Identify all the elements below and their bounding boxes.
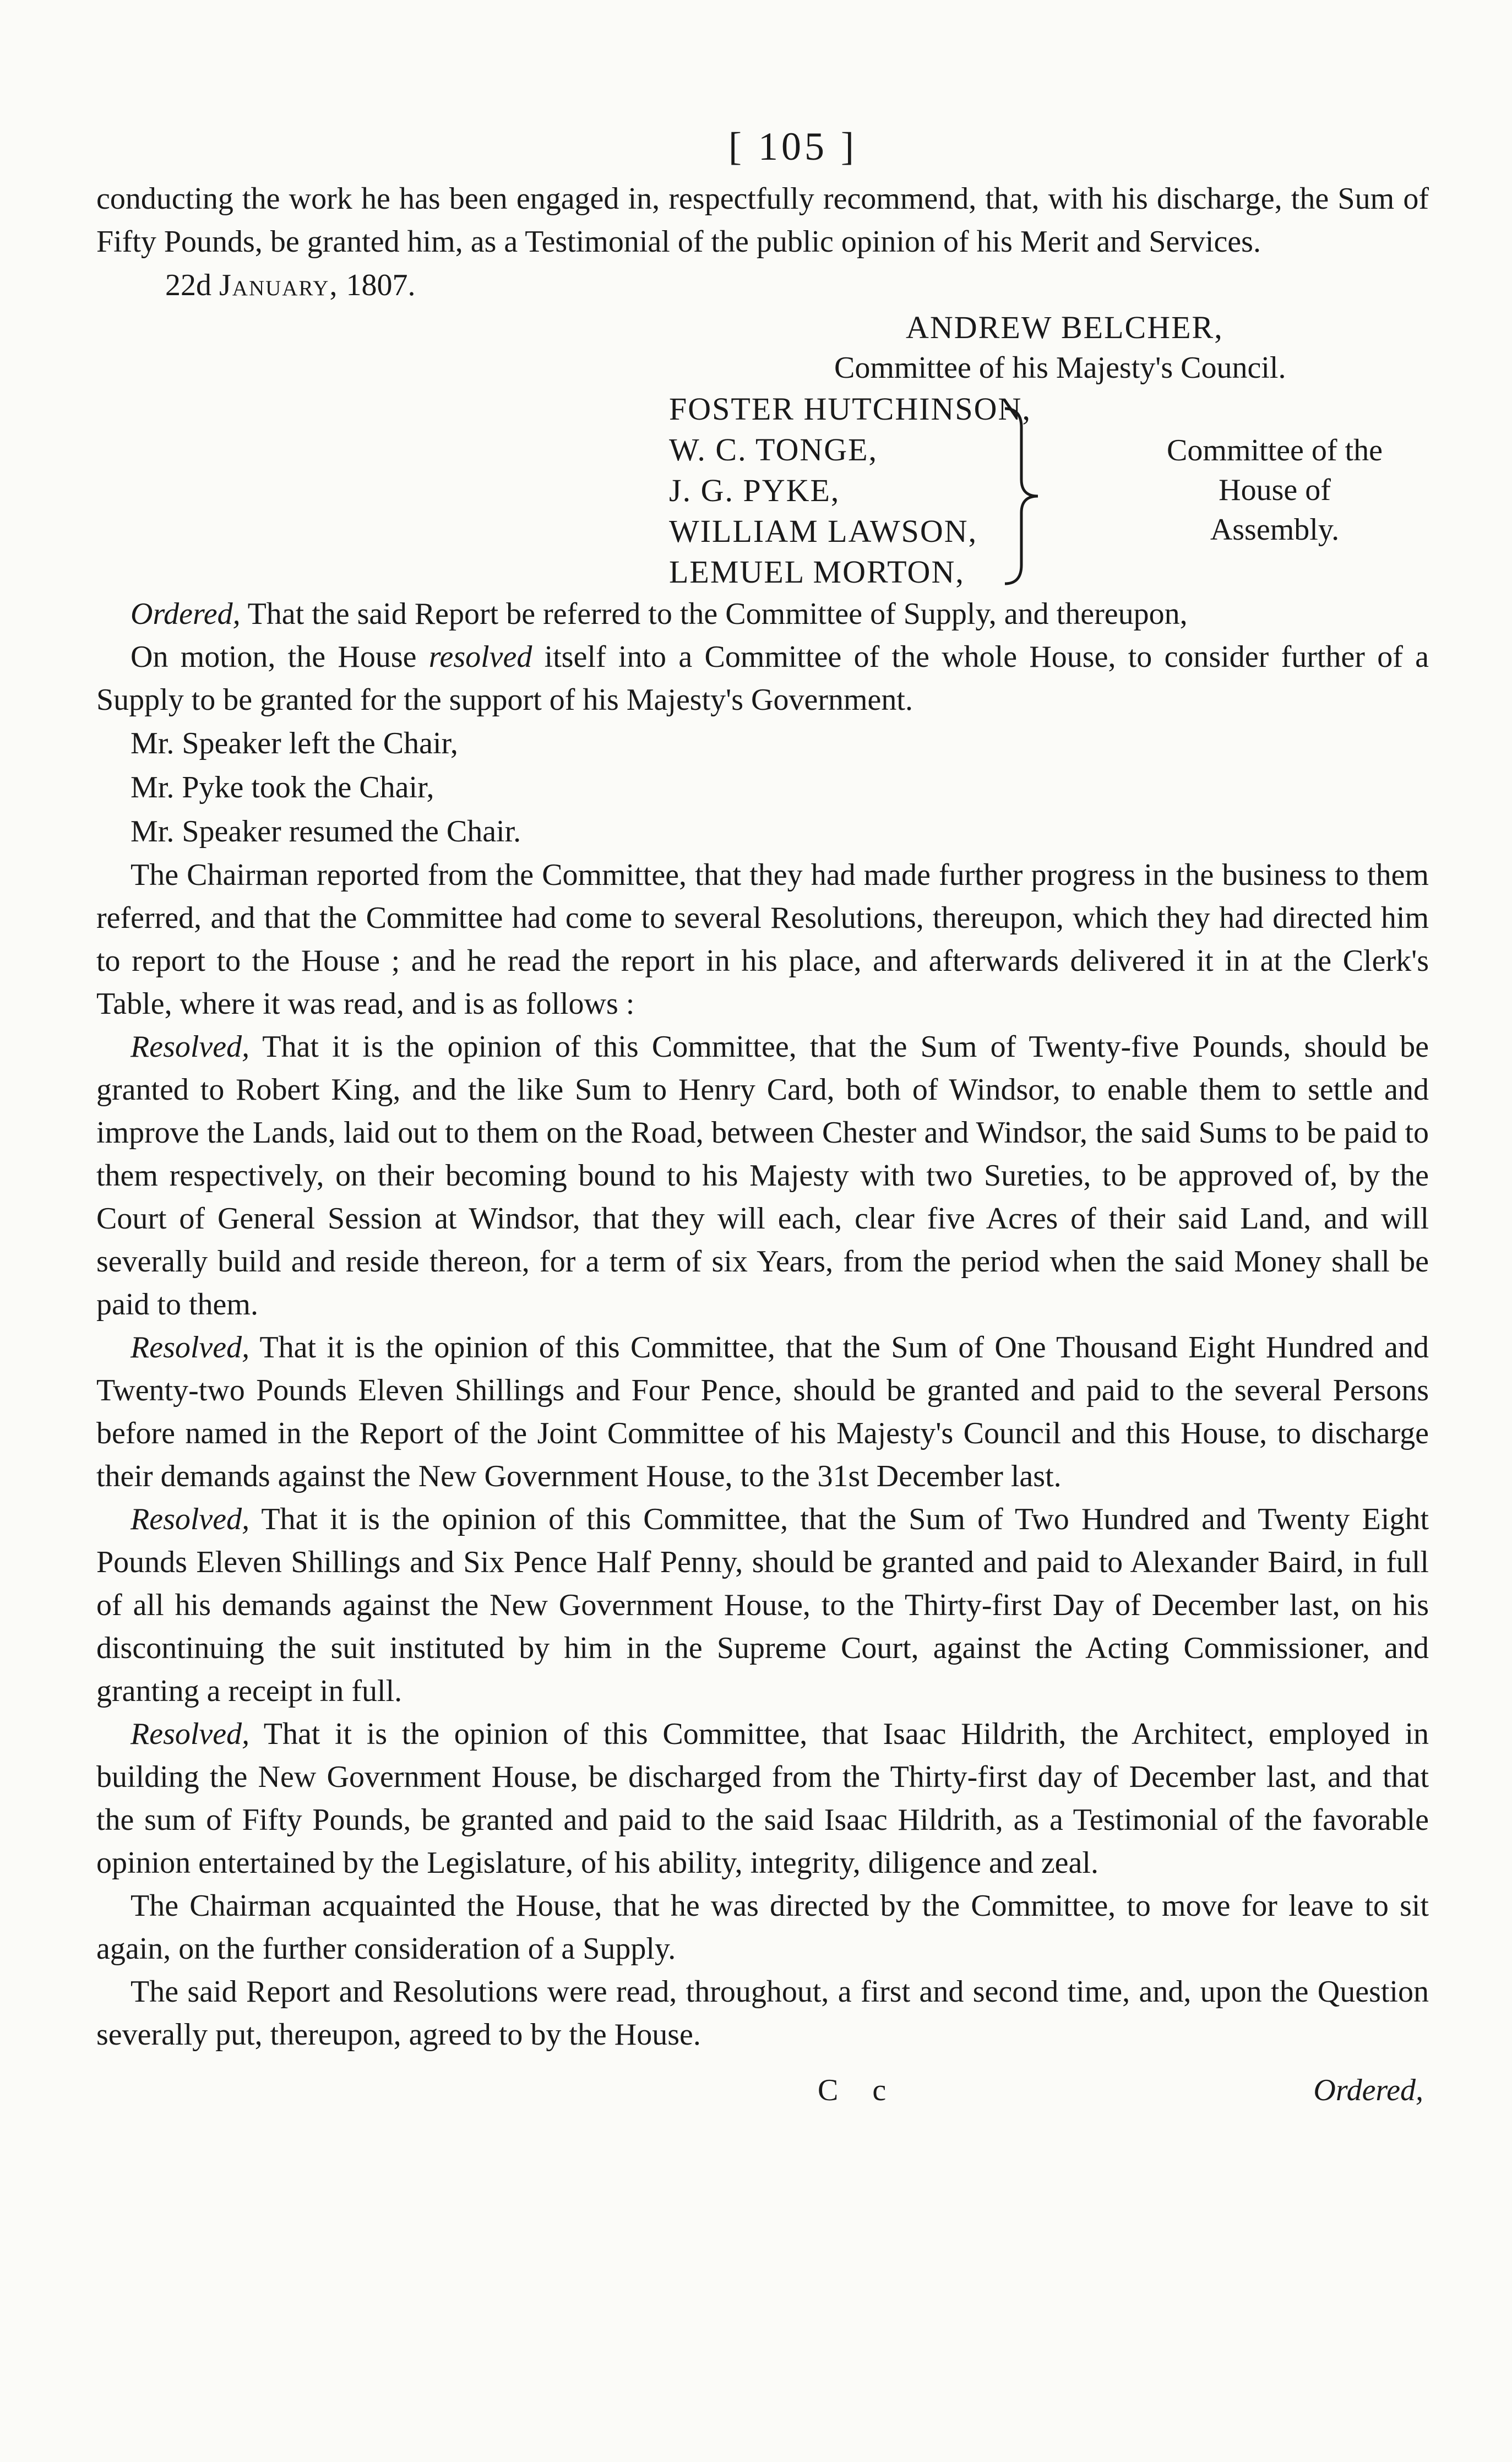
page-footer (96, 2073, 1429, 2122)
assembly-name: J. G. PYKE, (669, 472, 840, 508)
resolution-text: That it is the opinion of this Committee, that the Sum of One Thousand Eight Hundred and Twenty-two Pounds Eleven Shillings and Four Pence, should be granted and paid to the several Persons before named in the Report of the Joint Committee of his Majesty's Council and this House, to discharge their demands against the New Government House, to the 31st December last. (96, 1330, 1429, 1493)
ordered-paragraph (96, 593, 1429, 635)
motion-text-after: itself into a Committee of the whole House, to consider further of a Supply to be granted for the support of his Majesty's Government. (96, 640, 1429, 717)
motion-paragraph (96, 635, 1429, 721)
resolution-text: That it is the opinion of this Committee, that the Sum of Twenty-five Pounds, should be granted to Robert King, and the like Sum to Henry Card, both of Windsor, to enable them to settle and improve the Lands, laid out to them on the Road, between Chester and Windsor, the said Sums to be paid to them respectively, on their becoming bound to his Majesty with two Sureties, to be approved of, by the Court of General Session at Windsor, that they will each, clear five Acres of their said Land, and will severally build and reside thereon, for a term of six Years, from the period when the said Money shall be paid to them. (96, 1030, 1429, 1322)
date-day: 22d (165, 268, 211, 302)
report-paragraph: The Chairman reported from the Committee, that they had made further progress in the business to them referred, and that the Committee had come to several Resolutions, thereupon, which they had directed him to report to the House ; and he read the report in his place, and afterwards delivered it in at the Clerk's Table, where it was read, and is as follows : (96, 858, 1429, 1021)
leave-paragraph: The Chairman acquainted the House, that he was directed by the Committee, to move for leave to sit again, on the further consideration of a Supply. (96, 1889, 1429, 1966)
resolution-text: That it is the opinion of this Committee, that Isaac Hildrith, the Architect, employed in building the New Government House, be discharged from the Thirty-first day of December last, and that the sum of Fifty Pounds, be granted and paid to the said Isaac Hildrith, as a Testimonial of the favorable opinion entertained by the Legislature, of his ability, integrity, diligence and zeal. (96, 1717, 1429, 1880)
motion-text-before: On motion, the House (130, 640, 429, 674)
page (96, 124, 1429, 2122)
assembly-name: LEMUEL MORTON, (669, 554, 965, 590)
assembly-name: W. C. TONGE, (669, 432, 878, 468)
council-signature-title: Committee of his Majesty's Council. (834, 351, 1286, 385)
motion-text-italic: resolved (428, 640, 532, 674)
resolution-paragraph (96, 1326, 1429, 1498)
assembly-committee-title (1132, 431, 1418, 550)
assembly-name: WILLIAM LAWSON, (669, 513, 978, 549)
date-month: January, (219, 268, 339, 302)
ordered-text: That the said Report be referred to the Committee of Supply, and thereupon, (240, 597, 1188, 631)
council-signature-name: ANDREW BELCHER, (906, 309, 1223, 345)
signature-mark: C c (818, 2073, 900, 2107)
resolution-label: Resolved, (130, 1502, 250, 1536)
speaker-line: Mr. Speaker resumed the Chair. (130, 814, 521, 849)
continuation-paragraph: conducting the work he has been engaged in, respectfully recommend, that, with his discharge, the Sum of Fifty Pounds, be granted him, as a Testimonial of the public opinion of his Merit and Services. (96, 182, 1429, 259)
resolution-label: Resolved, (130, 1030, 250, 1064)
speaker-line: Mr. Speaker left the Chair, (130, 726, 458, 760)
date-year: 1807. (346, 268, 416, 302)
resolution-paragraph (96, 1713, 1429, 1884)
page-number: [ 105 ] (728, 124, 857, 169)
read-paragraph: The said Report and Resolutions were read, throughout, a first and second time, and, upon the Question severally put, thereupon, agreed to by the House. (96, 1975, 1429, 2052)
resolution-text: That it is the opinion of this Committee, that the Sum of Two Hundred and Twenty Eight Pounds Eleven Shillings and Six Pence Half Penny, should be granted and paid to Alexander Baird, in full of all his demands against the New Government House, to the Thirty-first Day of December last, on his discontinuing the suit instituted by him in the Supreme Court, against the Acting Commissioner, and granting a receipt in full. (96, 1502, 1429, 1708)
date-line (165, 263, 1429, 307)
ordered-label: Ordered, (130, 597, 241, 631)
assembly-name: FOSTER HUTCHINSON, (669, 391, 1031, 427)
committee-line: Committee of the (1167, 433, 1383, 468)
resolution-label: Resolved, (130, 1330, 250, 1365)
committee-line: Assembly. (1210, 513, 1340, 547)
brace-icon (999, 405, 1043, 587)
resolution-paragraph (96, 1498, 1429, 1713)
assembly-signatures (96, 389, 1429, 593)
catchword: Ordered, (1313, 2073, 1423, 2107)
committee-line: House of (1219, 473, 1331, 507)
resolution-label: Resolved, (130, 1717, 250, 1751)
speaker-line: Mr. Pyke took the Chair, (130, 770, 434, 805)
resolution-paragraph (96, 1025, 1429, 1326)
assembly-names (669, 389, 1031, 593)
